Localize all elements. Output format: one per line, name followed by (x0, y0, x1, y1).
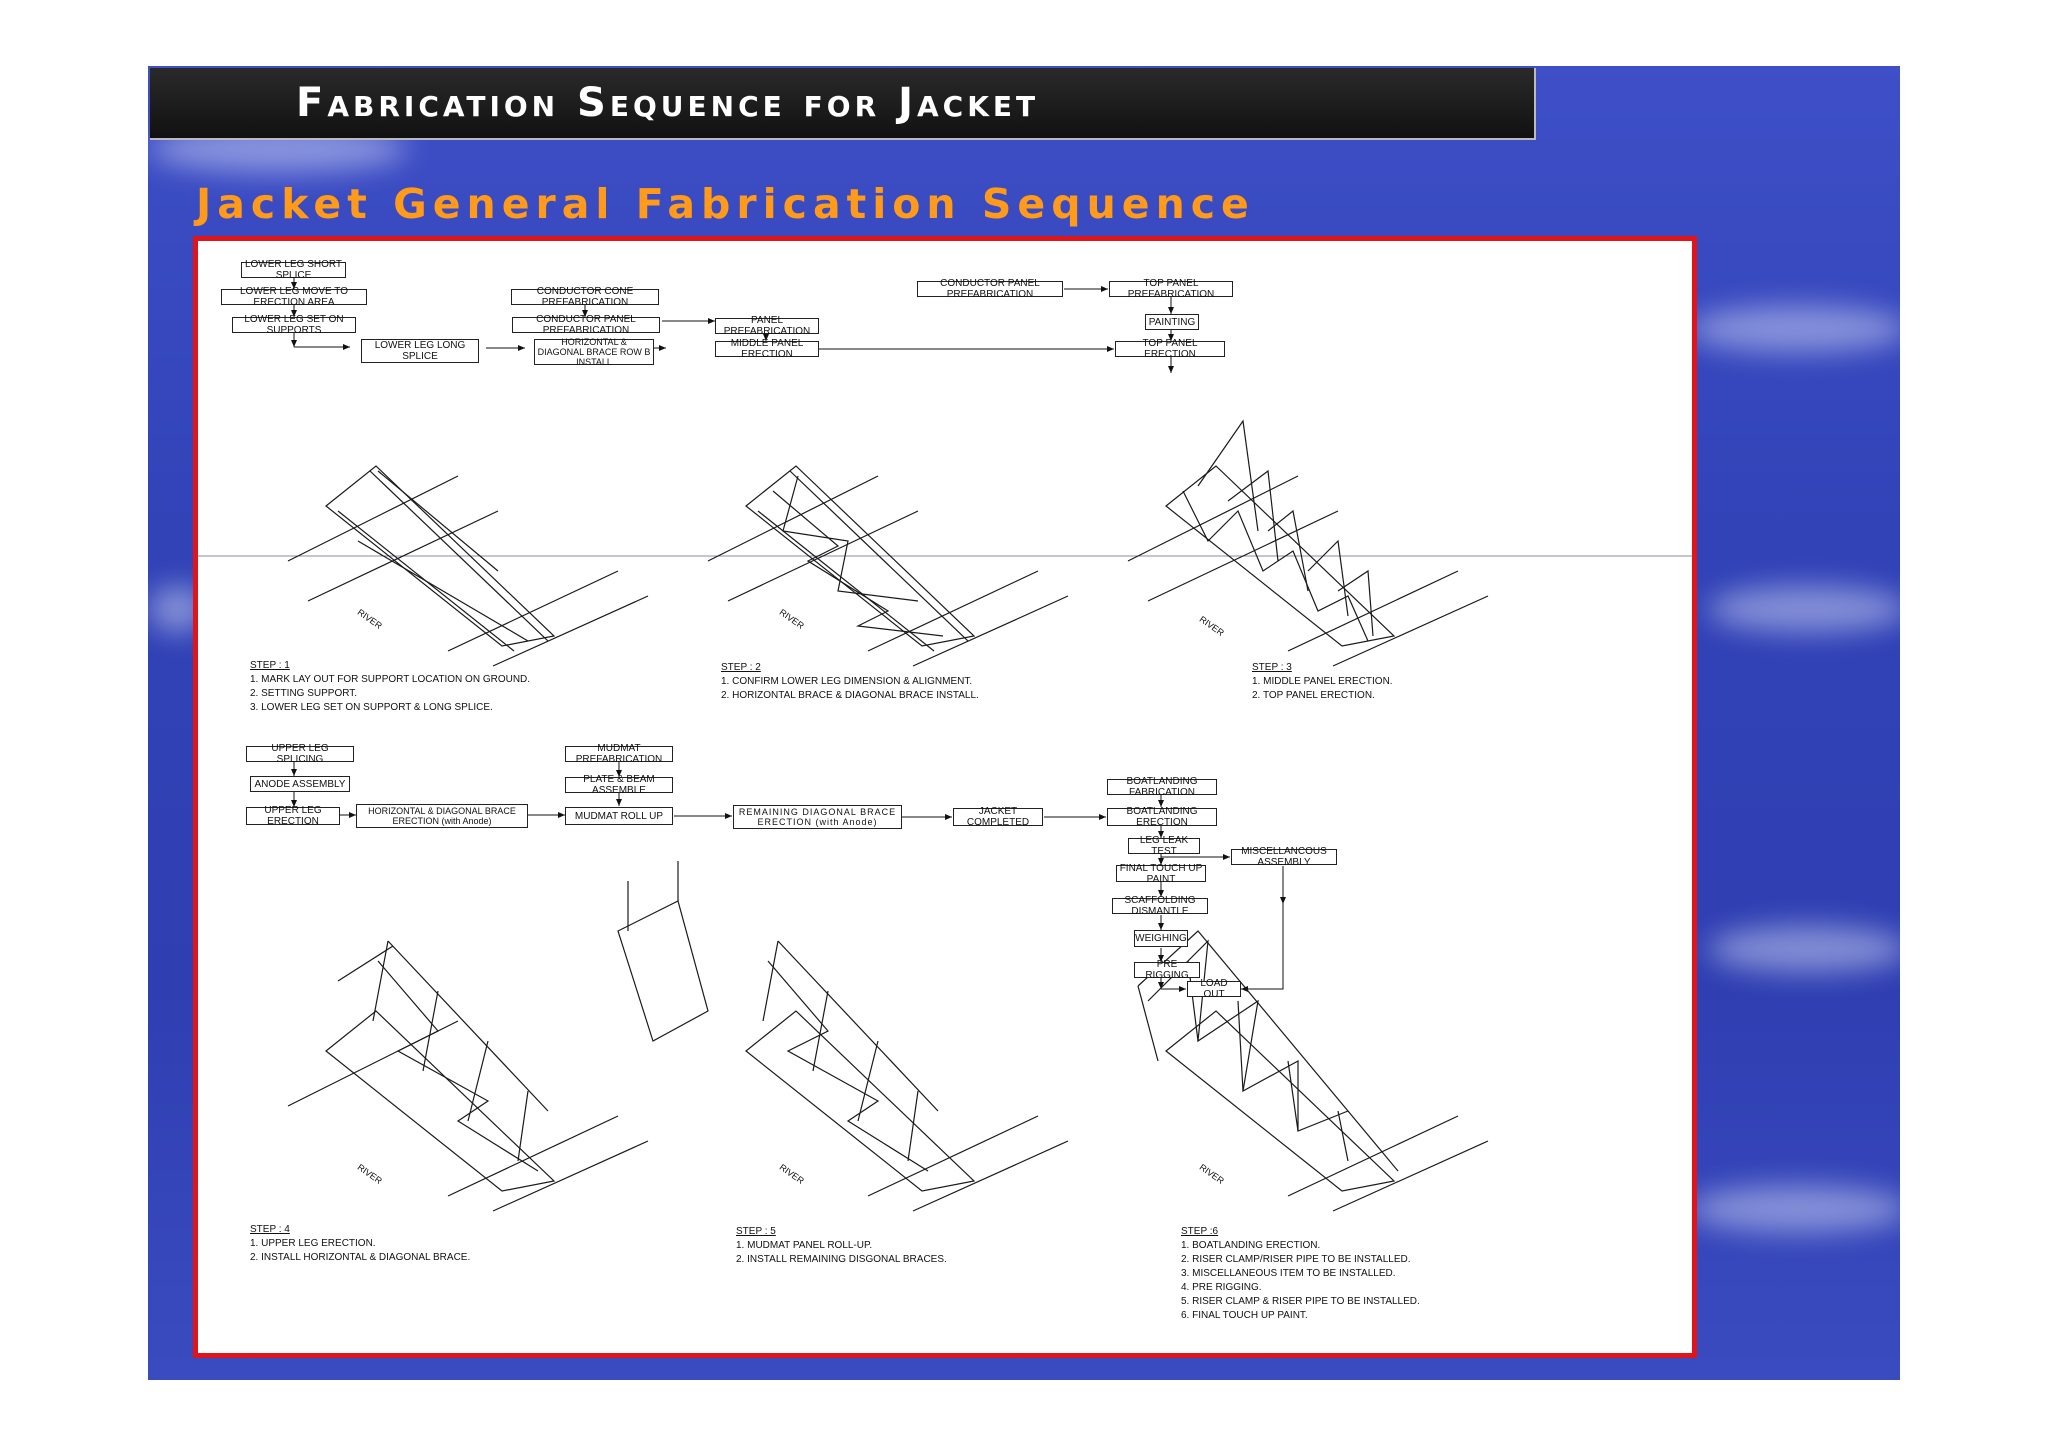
step-title: STEP : 3 (1252, 662, 1292, 673)
flow-box-mudmat-roll-up: MUDMAT ROLL UP (565, 807, 673, 825)
jacket-step5-drawing (618, 861, 1068, 1211)
river-label: RIVER (1197, 1162, 1226, 1186)
diagram-canvas (198, 241, 1692, 1353)
step-line: 1. MUDMAT PANEL ROLL-UP. (736, 1240, 873, 1251)
diagram-panel (193, 236, 1697, 1358)
flow-box-painting: PAINTING (1145, 314, 1199, 330)
flow-box-final-touch-up-paint: FINAL TOUCH UP PAINT (1116, 865, 1206, 882)
step-line: 2. TOP PANEL ERECTION. (1252, 690, 1375, 701)
step-line: 1. CONFIRM LOWER LEG DIMENSION & ALIGNMENT. (721, 676, 973, 687)
background-streak (1708, 586, 1900, 632)
jacket-step4-drawing (288, 941, 648, 1211)
step-5-notes (736, 1225, 947, 1267)
step-line: 1. BOATLANDING ERECTION. (1181, 1240, 1321, 1251)
flow-box-middle-panel-erection: MIDDLE PANEL ERECTION (715, 341, 819, 357)
river-label: RIVER (1197, 614, 1226, 638)
flow-box-remaining-diagonal-brace: REMAINING DIAGONAL BRACE ERECTION (with Anode) (733, 805, 902, 829)
flow-box-upper-leg-splicing: UPPER LEG SPLICING (246, 746, 354, 762)
flow-box-mudmat-prefab: MUDMAT PREFABRICATION (565, 746, 673, 762)
flow-box-miscellaneous-assembly: MISCELLANCOUS ASSEMBLY (1231, 849, 1337, 865)
step-1-notes (250, 659, 530, 715)
step-title: STEP :6 (1181, 1226, 1219, 1237)
flow-box-leg-leak-test: LEG LEAK TEST (1128, 838, 1200, 854)
step-line: 2. INSTALL HORIZONTAL & DIAGONAL BRACE. (250, 1252, 471, 1263)
flow-box-lower-leg-long-splice: LOWER LEG LONG SPLICE (361, 339, 479, 363)
jacket-step3-drawing (1128, 421, 1488, 666)
step-line: 4. PRE RIGGING. (1181, 1282, 1262, 1293)
river-label: RIVER (355, 1162, 384, 1186)
step-line: 5. RISER CLAMP & RISER PIPE TO BE INSTALLED. (1181, 1296, 1420, 1307)
flow-box-anode-assembly: ANODE ASSEMBLY (250, 776, 350, 792)
flow-box-horizontal-diagonal-brace-erection: HORIZONTAL & DIAGONAL BRACE ERECTION (with Anode) (356, 804, 528, 828)
flow-box-panel-prefab: PANEL PREFABRICATION (715, 318, 819, 334)
river-label: RIVER (777, 607, 806, 631)
river-label: RIVER (355, 607, 384, 631)
step-line: 6. FINAL TOUCH UP PAINT. (1181, 1310, 1308, 1321)
jacket-step2-drawing (708, 466, 1068, 666)
step-line: 2. RISER CLAMP/RISER PIPE TO BE INSTALLED. (1181, 1254, 1411, 1265)
step-line: 2. HORIZONTAL BRACE & DIAGONAL BRACE INSTALL. (721, 690, 979, 701)
flow-box-horizontal-diagonal-brace-row-b: HORIZONTAL & DIAGONAL BRACE ROW B INSTALL (534, 339, 654, 365)
flow-box-lower-leg-move: LOWER LEG MOVE TO ERECTION AREA (221, 289, 367, 305)
step-title: STEP : 4 (250, 1224, 290, 1235)
step-line: 2. INSTALL REMAINING DISGONAL BRACES. (736, 1254, 947, 1265)
flow-box-jacket-completed: JACKET COMPLETED (953, 808, 1043, 826)
flow-box-plate-beam-assemble: PLATE & BEAM ASSEMBLE (565, 777, 673, 793)
page-subtitle: Jacket General Fabrication Sequence (196, 180, 1255, 228)
step-line: 3. MISCELLANEOUS ITEM TO BE INSTALLED. (1181, 1268, 1396, 1279)
step-line: 2. SETTING SUPPORT. (250, 688, 358, 699)
flow-box-lower-leg-short-splice: LOWER LEG SHORT SPLICE (241, 262, 346, 278)
step-6-notes (1181, 1225, 1420, 1323)
flow-box-conductor-panel-prefab: CONDUCTOR PANEL PREFABRICATION (512, 317, 660, 333)
step-title: STEP : 5 (736, 1226, 776, 1237)
flow-box-boatlanding-erection: BOATLANDING ERECTION (1107, 808, 1217, 826)
step-title: STEP : 2 (721, 662, 761, 673)
flow-box-top-panel-erection: TOP PANEL ERECTION (1115, 341, 1225, 357)
flow-arrow (1241, 904, 1283, 989)
flow-box-boatlanding-fabrication: BOATLANDING FABRICATION (1107, 779, 1217, 795)
flow-box-conductor-panel-prefab-2: CONDUCTOR PANEL PREFABRICATION (917, 281, 1063, 297)
step-2-notes (721, 661, 979, 703)
step-line: 3. LOWER LEG SET ON SUPPORT & LONG SPLICE. (250, 702, 493, 713)
background-streak (1688, 306, 1900, 352)
flow-box-weighing: WEIGHING (1134, 930, 1188, 947)
flow-box-top-panel-prefab: TOP PANEL PREFABRICATION (1109, 281, 1233, 297)
step-line: 1. MARK LAY OUT FOR SUPPORT LOCATION ON GROUND. (250, 674, 531, 685)
flow-box-upper-leg-erection: UPPER LEG ERECTION (246, 807, 340, 825)
jacket-step1-drawing (288, 466, 648, 666)
flow-box-conductor-cone-prefab: CONDUCTOR CONE PREFABRICATION (511, 289, 659, 305)
step-line: 1. MIDDLE PANEL ERECTION. (1252, 676, 1393, 687)
river-label: RIVER (777, 1162, 806, 1186)
page-title: Fabrication Sequence for Jacket (296, 80, 1040, 126)
flow-box-load-out: LOAD OUT (1187, 981, 1241, 997)
title-bar (150, 68, 1536, 140)
background-streak (1688, 1186, 1900, 1232)
step-4-notes (250, 1223, 470, 1265)
flow-box-pre-rigging: PRE RIGGING (1134, 962, 1200, 978)
step-3-notes (1252, 661, 1393, 703)
background-streak (1708, 926, 1900, 972)
step-title: STEP : 1 (250, 660, 290, 671)
flow-box-lower-leg-set-on-supports: LOWER LEG SET ON SUPPORTS (232, 317, 356, 333)
flow-box-scaffolding-dismantle: SCAFFOLDING DISMANTLE (1112, 898, 1208, 914)
step-line: 1. UPPER LEG ERECTION. (250, 1238, 376, 1249)
